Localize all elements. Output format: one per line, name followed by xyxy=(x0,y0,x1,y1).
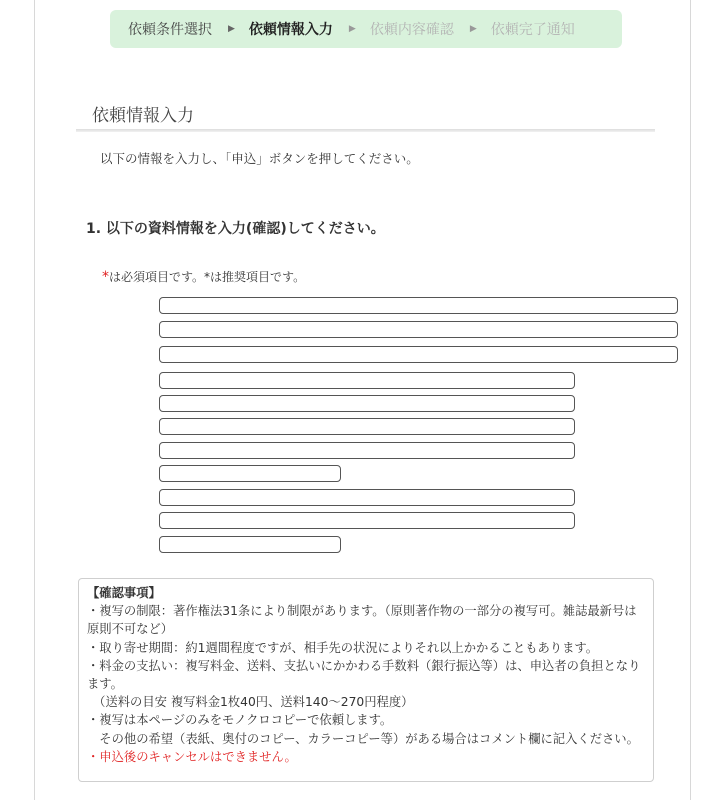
material-name-input[interactable] xyxy=(159,346,678,363)
ncid-input[interactable] xyxy=(159,536,341,553)
issn-input[interactable] xyxy=(159,395,575,412)
bib-source-input[interactable] xyxy=(159,489,575,506)
step-complete: 依頼完了通知 xyxy=(490,22,575,38)
article-author-input[interactable] xyxy=(159,321,678,338)
step-arrow-icon: ▶ xyxy=(228,24,235,34)
required-legend xyxy=(102,268,305,285)
step-enter-info: 依頼情報入力 xyxy=(248,22,333,38)
notice-line-payment: ・料金の支払い：複写料金、送料、支払いにかかわる手数料（銀行振込等）は、申込者の負担となります。 xyxy=(87,658,641,692)
notice-line-copy-limit: ・複写の制限：著作権法31条により制限があります。（原則著作物の一部分の複写可。雑誌最新号は原則不可など） xyxy=(87,604,637,637)
volume-input[interactable] xyxy=(159,372,575,389)
step-arrow-icon: ▶ xyxy=(469,24,477,34)
step-confirm: 依頼内容確認 xyxy=(369,22,454,38)
legend-text: は必須項目です。*は推奨項目です。 xyxy=(109,270,306,284)
intro-text: 以下の情報を入力し、「申込」ボタンを押してください。 xyxy=(100,151,419,166)
page-right-border xyxy=(690,0,691,800)
publisher-input[interactable] xyxy=(159,418,575,435)
page-title: 依頼情報入力 xyxy=(92,106,194,126)
title-divider xyxy=(76,129,655,132)
notice-line-fee-estimate: （送料の目安 複写料金1枚40円、送料140～270円程度） xyxy=(87,695,414,710)
section-heading: 1. 以下の資料情報を入力(確認)してください。 xyxy=(86,221,385,237)
notice-warning-no-cancel: ・申込後のキャンセルはできません。 xyxy=(87,749,297,764)
notice-title: 【確認事項】 xyxy=(87,586,161,600)
pub-year-input[interactable] xyxy=(159,465,341,482)
confirmation-notice xyxy=(78,578,654,782)
pages-input[interactable] xyxy=(159,442,575,459)
holding-source-input[interactable] xyxy=(159,512,575,529)
notice-line-delivery-time: ・取り寄せ期間：約1週間程度ですが、相手先の状況によりそれ以上かかることもあります。 xyxy=(87,640,599,655)
article-title-input[interactable] xyxy=(159,297,678,314)
step-select-conditions: 依頼条件選択 xyxy=(128,22,212,38)
progress-steps xyxy=(110,10,622,48)
required-mark: * xyxy=(102,269,109,285)
notice-line-mono-copy: ・複写は本ページのみをモノクロコピーで依頼します。 xyxy=(87,713,393,728)
notice-line-other-requests: その他の希望（表紙、奥付のコピー、カラーコピー等）がある場合はコメント欄に記入ください。 xyxy=(87,731,639,746)
page-left-border xyxy=(34,0,35,800)
step-arrow-icon: ▶ xyxy=(348,24,356,34)
